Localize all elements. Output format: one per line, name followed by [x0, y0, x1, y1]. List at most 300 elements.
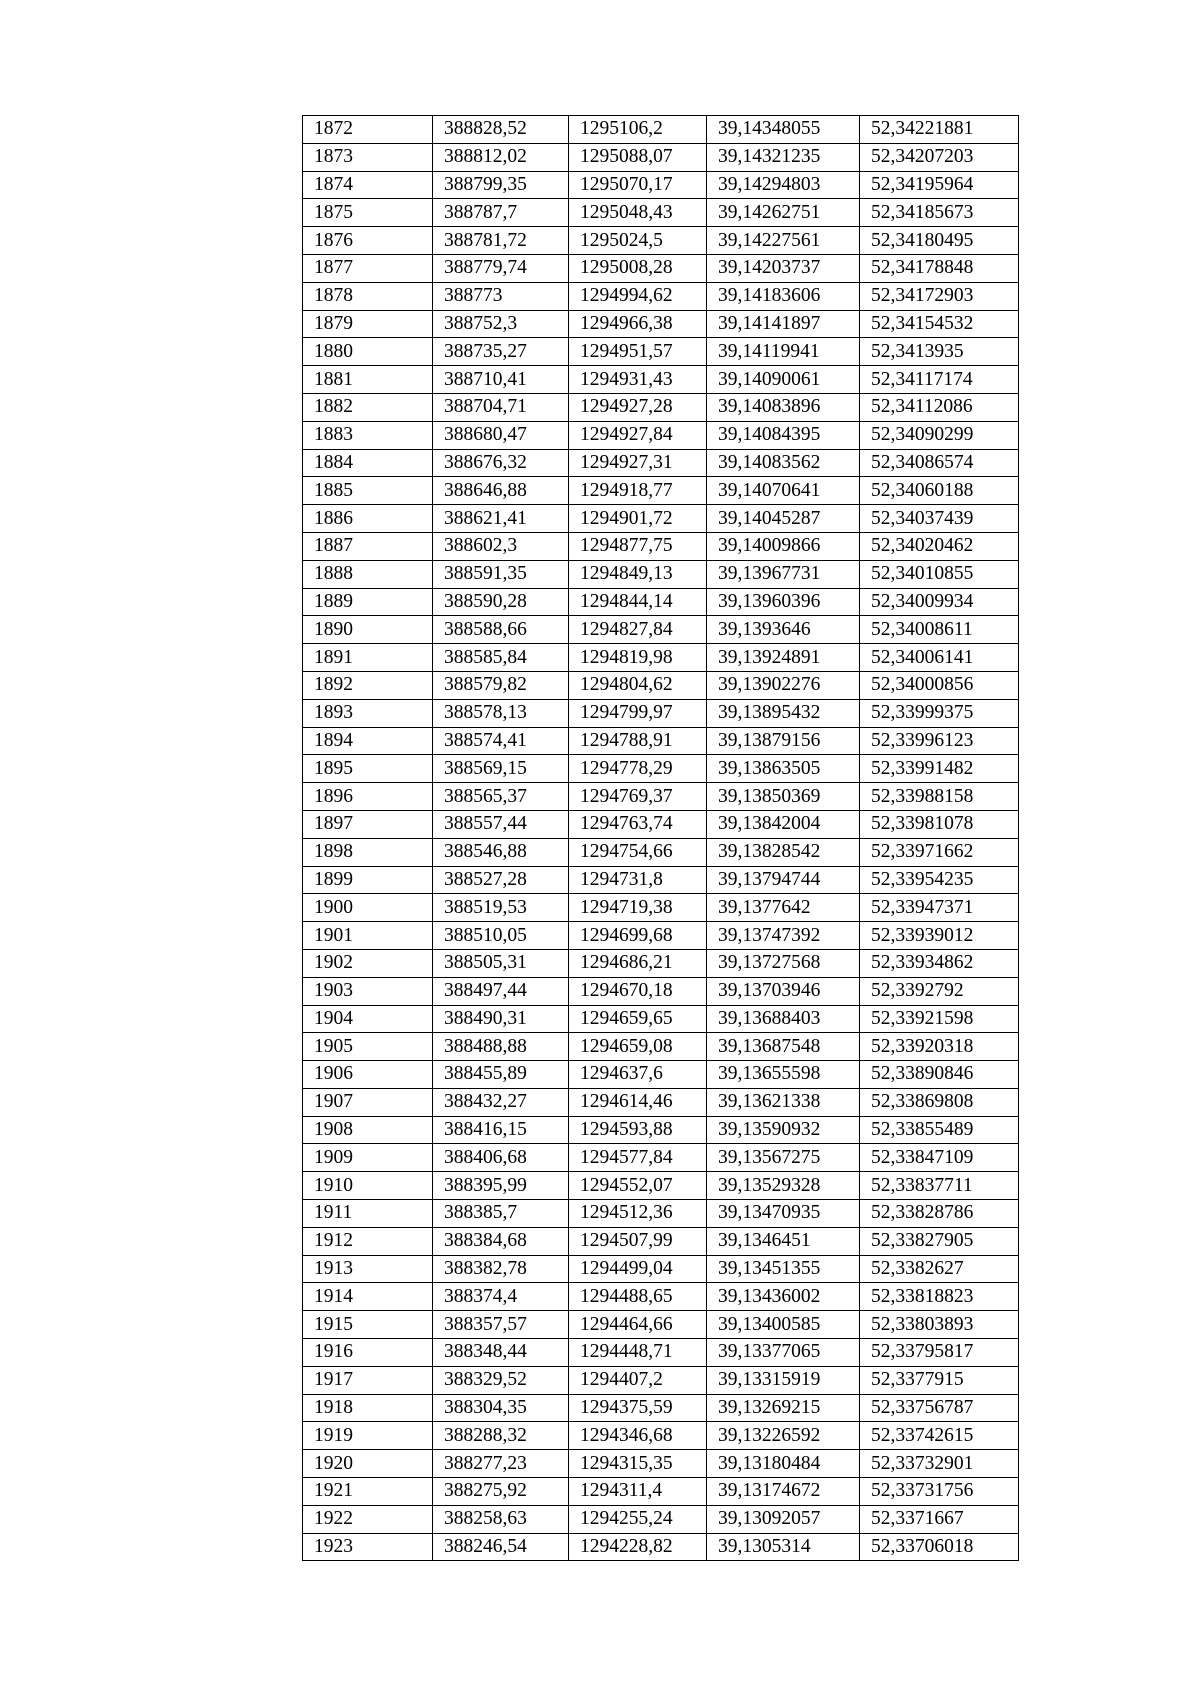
x-coordinate-cell: 388565,37: [433, 783, 569, 811]
longitude-cell: 52,34180495: [860, 227, 1019, 255]
table-row: [303, 755, 1019, 783]
x-coordinate-cell: 388497,44: [433, 977, 569, 1005]
x-coordinate-cell: 388680,47: [433, 421, 569, 449]
point-number-cell: 1890: [303, 616, 433, 644]
latitude-cell: 39,13567275: [707, 1144, 860, 1172]
x-coordinate-cell: 388787,7: [433, 199, 569, 227]
longitude-cell: 52,34010855: [860, 560, 1019, 588]
y-coordinate-cell: 1294951,57: [569, 338, 707, 366]
latitude-cell: 39,14083562: [707, 449, 860, 477]
table-row: [303, 866, 1019, 894]
y-coordinate-cell: 1295070,17: [569, 171, 707, 199]
point-number-cell: 1896: [303, 783, 433, 811]
longitude-cell: 52,3377915: [860, 1366, 1019, 1394]
point-number-cell: 1894: [303, 727, 433, 755]
point-number-cell: 1921: [303, 1478, 433, 1506]
table-row: [303, 1422, 1019, 1450]
longitude-cell: 52,34195964: [860, 171, 1019, 199]
table-row: [303, 199, 1019, 227]
longitude-cell: 52,34008611: [860, 616, 1019, 644]
latitude-cell: 39,14045287: [707, 505, 860, 533]
y-coordinate-cell: 1294375,59: [569, 1394, 707, 1422]
x-coordinate-cell: 388579,82: [433, 671, 569, 699]
point-number-cell: 1906: [303, 1061, 433, 1089]
point-number-cell: 1919: [303, 1422, 433, 1450]
table-row: [303, 1088, 1019, 1116]
y-coordinate-cell: 1295008,28: [569, 254, 707, 282]
y-coordinate-cell: 1294686,21: [569, 949, 707, 977]
longitude-cell: 52,33742615: [860, 1422, 1019, 1450]
table-row: [303, 1172, 1019, 1200]
latitude-cell: 39,13879156: [707, 727, 860, 755]
y-coordinate-cell: 1294799,97: [569, 699, 707, 727]
y-coordinate-cell: 1294827,84: [569, 616, 707, 644]
table-row: [303, 532, 1019, 560]
y-coordinate-cell: 1294754,66: [569, 838, 707, 866]
table-row: [303, 1227, 1019, 1255]
y-coordinate-cell: 1294819,98: [569, 644, 707, 672]
x-coordinate-cell: 388752,3: [433, 310, 569, 338]
table-row: [303, 699, 1019, 727]
longitude-cell: 52,34154532: [860, 310, 1019, 338]
y-coordinate-cell: 1294670,18: [569, 977, 707, 1005]
latitude-cell: 39,13850369: [707, 783, 860, 811]
point-number-cell: 1917: [303, 1366, 433, 1394]
y-coordinate-cell: 1294699,68: [569, 922, 707, 950]
longitude-cell: 52,33988158: [860, 783, 1019, 811]
latitude-cell: 39,14262751: [707, 199, 860, 227]
table-row: [303, 1450, 1019, 1478]
x-coordinate-cell: 388602,3: [433, 532, 569, 560]
latitude-cell: 39,14141897: [707, 310, 860, 338]
point-number-cell: 1876: [303, 227, 433, 255]
longitude-cell: 52,33731756: [860, 1478, 1019, 1506]
longitude-cell: 52,3371667: [860, 1505, 1019, 1533]
x-coordinate-cell: 388527,28: [433, 866, 569, 894]
table-row: [303, 560, 1019, 588]
y-coordinate-cell: 1294448,71: [569, 1339, 707, 1367]
longitude-cell: 52,34112086: [860, 393, 1019, 421]
table-row: [303, 1533, 1019, 1561]
coordinates-table-body: [303, 116, 1019, 1561]
point-number-cell: 1880: [303, 338, 433, 366]
table-row: [303, 1311, 1019, 1339]
latitude-cell: 39,14203737: [707, 254, 860, 282]
longitude-cell: 52,33855489: [860, 1116, 1019, 1144]
x-coordinate-cell: 388357,57: [433, 1311, 569, 1339]
point-number-cell: 1908: [303, 1116, 433, 1144]
latitude-cell: 39,13842004: [707, 810, 860, 838]
table-row: [303, 393, 1019, 421]
table-row: [303, 1283, 1019, 1311]
longitude-cell: 52,33971662: [860, 838, 1019, 866]
table-row: [303, 338, 1019, 366]
x-coordinate-cell: 388277,23: [433, 1450, 569, 1478]
latitude-cell: 39,14119941: [707, 338, 860, 366]
longitude-cell: 52,34000856: [860, 671, 1019, 699]
x-coordinate-cell: 388585,84: [433, 644, 569, 672]
longitude-cell: 52,33827905: [860, 1227, 1019, 1255]
latitude-cell: 39,14227561: [707, 227, 860, 255]
y-coordinate-cell: 1295024,5: [569, 227, 707, 255]
y-coordinate-cell: 1294593,88: [569, 1116, 707, 1144]
latitude-cell: 39,13269215: [707, 1394, 860, 1422]
point-number-cell: 1874: [303, 171, 433, 199]
x-coordinate-cell: 388812,02: [433, 143, 569, 171]
longitude-cell: 52,33756787: [860, 1394, 1019, 1422]
x-coordinate-cell: 388799,35: [433, 171, 569, 199]
y-coordinate-cell: 1294778,29: [569, 755, 707, 783]
point-number-cell: 1898: [303, 838, 433, 866]
x-coordinate-cell: 388374,4: [433, 1283, 569, 1311]
y-coordinate-cell: 1294346,68: [569, 1422, 707, 1450]
y-coordinate-cell: 1294927,31: [569, 449, 707, 477]
longitude-cell: 52,34221881: [860, 116, 1019, 144]
point-number-cell: 1885: [303, 477, 433, 505]
y-coordinate-cell: 1294614,46: [569, 1088, 707, 1116]
latitude-cell: 39,14294803: [707, 171, 860, 199]
table-row: [303, 1144, 1019, 1172]
y-coordinate-cell: 1294931,43: [569, 366, 707, 394]
x-coordinate-cell: 388246,54: [433, 1533, 569, 1561]
latitude-cell: 39,1305314: [707, 1533, 860, 1561]
y-coordinate-cell: 1294255,24: [569, 1505, 707, 1533]
x-coordinate-cell: 388510,05: [433, 922, 569, 950]
point-number-cell: 1914: [303, 1283, 433, 1311]
table-row: [303, 366, 1019, 394]
y-coordinate-cell: 1294769,37: [569, 783, 707, 811]
x-coordinate-cell: 388275,92: [433, 1478, 569, 1506]
latitude-cell: 39,14083896: [707, 393, 860, 421]
latitude-cell: 39,13377065: [707, 1339, 860, 1367]
table-row: [303, 1200, 1019, 1228]
x-coordinate-cell: 388591,35: [433, 560, 569, 588]
x-coordinate-cell: 388432,27: [433, 1088, 569, 1116]
latitude-cell: 39,13902276: [707, 671, 860, 699]
y-coordinate-cell: 1294901,72: [569, 505, 707, 533]
latitude-cell: 39,13688403: [707, 1005, 860, 1033]
latitude-cell: 39,13174672: [707, 1478, 860, 1506]
longitude-cell: 52,3382627: [860, 1255, 1019, 1283]
x-coordinate-cell: 388406,68: [433, 1144, 569, 1172]
x-coordinate-cell: 388569,15: [433, 755, 569, 783]
table-row: [303, 1005, 1019, 1033]
table-row: [303, 1339, 1019, 1367]
longitude-cell: 52,33803893: [860, 1311, 1019, 1339]
longitude-cell: 52,33795817: [860, 1339, 1019, 1367]
point-number-cell: 1891: [303, 644, 433, 672]
point-number-cell: 1889: [303, 588, 433, 616]
table-row: [303, 810, 1019, 838]
y-coordinate-cell: 1294918,77: [569, 477, 707, 505]
y-coordinate-cell: 1294994,62: [569, 282, 707, 310]
table-row: [303, 588, 1019, 616]
latitude-cell: 39,13655598: [707, 1061, 860, 1089]
point-number-cell: 1884: [303, 449, 433, 477]
point-number-cell: 1920: [303, 1450, 433, 1478]
table-row: [303, 505, 1019, 533]
longitude-cell: 52,33837711: [860, 1172, 1019, 1200]
table-row: [303, 1505, 1019, 1533]
point-number-cell: 1912: [303, 1227, 433, 1255]
longitude-cell: 52,33828786: [860, 1200, 1019, 1228]
latitude-cell: 39,13590932: [707, 1116, 860, 1144]
point-number-cell: 1907: [303, 1088, 433, 1116]
y-coordinate-cell: 1294637,6: [569, 1061, 707, 1089]
longitude-cell: 52,33847109: [860, 1144, 1019, 1172]
table-row: [303, 1394, 1019, 1422]
y-coordinate-cell: 1295088,07: [569, 143, 707, 171]
longitude-cell: 52,33920318: [860, 1033, 1019, 1061]
latitude-cell: 39,13529328: [707, 1172, 860, 1200]
y-coordinate-cell: 1294788,91: [569, 727, 707, 755]
x-coordinate-cell: 388382,78: [433, 1255, 569, 1283]
table-row: [303, 227, 1019, 255]
y-coordinate-cell: 1294464,66: [569, 1311, 707, 1339]
table-row: [303, 282, 1019, 310]
table-row: [303, 1366, 1019, 1394]
point-number-cell: 1913: [303, 1255, 433, 1283]
longitude-cell: 52,34117174: [860, 366, 1019, 394]
point-number-cell: 1897: [303, 810, 433, 838]
x-coordinate-cell: 388710,41: [433, 366, 569, 394]
y-coordinate-cell: 1294804,62: [569, 671, 707, 699]
x-coordinate-cell: 388490,31: [433, 1005, 569, 1033]
longitude-cell: 52,33921598: [860, 1005, 1019, 1033]
y-coordinate-cell: 1294927,84: [569, 421, 707, 449]
x-coordinate-cell: 388578,13: [433, 699, 569, 727]
x-coordinate-cell: 388781,72: [433, 227, 569, 255]
y-coordinate-cell: 1294577,84: [569, 1144, 707, 1172]
y-coordinate-cell: 1294731,8: [569, 866, 707, 894]
longitude-cell: 52,33869808: [860, 1088, 1019, 1116]
longitude-cell: 52,33732901: [860, 1450, 1019, 1478]
longitude-cell: 52,33706018: [860, 1533, 1019, 1561]
latitude-cell: 39,13924891: [707, 644, 860, 672]
point-number-cell: 1900: [303, 894, 433, 922]
longitude-cell: 52,33934862: [860, 949, 1019, 977]
latitude-cell: 39,13828542: [707, 838, 860, 866]
latitude-cell: 39,13960396: [707, 588, 860, 616]
y-coordinate-cell: 1294499,04: [569, 1255, 707, 1283]
latitude-cell: 39,14070641: [707, 477, 860, 505]
y-coordinate-cell: 1294659,08: [569, 1033, 707, 1061]
latitude-cell: 39,14009866: [707, 532, 860, 560]
point-number-cell: 1873: [303, 143, 433, 171]
point-number-cell: 1911: [303, 1200, 433, 1228]
y-coordinate-cell: 1294311,4: [569, 1478, 707, 1506]
latitude-cell: 39,13315919: [707, 1366, 860, 1394]
point-number-cell: 1901: [303, 922, 433, 950]
x-coordinate-cell: 388258,63: [433, 1505, 569, 1533]
longitude-cell: 52,34172903: [860, 282, 1019, 310]
coordinates-table: [302, 115, 1019, 1561]
longitude-cell: 52,34207203: [860, 143, 1019, 171]
latitude-cell: 39,13400585: [707, 1311, 860, 1339]
table-row: [303, 644, 1019, 672]
table-row: [303, 1061, 1019, 1089]
y-coordinate-cell: 1294966,38: [569, 310, 707, 338]
point-number-cell: 1875: [303, 199, 433, 227]
table-row: [303, 1478, 1019, 1506]
table-row: [303, 171, 1019, 199]
point-number-cell: 1883: [303, 421, 433, 449]
point-number-cell: 1882: [303, 393, 433, 421]
y-coordinate-cell: 1294407,2: [569, 1366, 707, 1394]
point-number-cell: 1923: [303, 1533, 433, 1561]
point-number-cell: 1892: [303, 671, 433, 699]
point-number-cell: 1904: [303, 1005, 433, 1033]
table-row: [303, 421, 1019, 449]
y-coordinate-cell: 1294552,07: [569, 1172, 707, 1200]
latitude-cell: 39,13687548: [707, 1033, 860, 1061]
latitude-cell: 39,1346451: [707, 1227, 860, 1255]
x-coordinate-cell: 388546,88: [433, 838, 569, 866]
table-row: [303, 894, 1019, 922]
latitude-cell: 39,13967731: [707, 560, 860, 588]
longitude-cell: 52,3413935: [860, 338, 1019, 366]
latitude-cell: 39,1377642: [707, 894, 860, 922]
x-coordinate-cell: 388588,66: [433, 616, 569, 644]
latitude-cell: 39,13180484: [707, 1450, 860, 1478]
point-number-cell: 1915: [303, 1311, 433, 1339]
longitude-cell: 52,33996123: [860, 727, 1019, 755]
x-coordinate-cell: 388304,35: [433, 1394, 569, 1422]
x-coordinate-cell: 388621,41: [433, 505, 569, 533]
point-number-cell: 1916: [303, 1339, 433, 1367]
y-coordinate-cell: 1294512,36: [569, 1200, 707, 1228]
point-number-cell: 1909: [303, 1144, 433, 1172]
point-number-cell: 1881: [303, 366, 433, 394]
point-number-cell: 1878: [303, 282, 433, 310]
x-coordinate-cell: 388395,99: [433, 1172, 569, 1200]
point-number-cell: 1903: [303, 977, 433, 1005]
longitude-cell: 52,33818823: [860, 1283, 1019, 1311]
y-coordinate-cell: 1294659,65: [569, 1005, 707, 1033]
latitude-cell: 39,13794744: [707, 866, 860, 894]
longitude-cell: 52,3392792: [860, 977, 1019, 1005]
longitude-cell: 52,34090299: [860, 421, 1019, 449]
y-coordinate-cell: 1295048,43: [569, 199, 707, 227]
y-coordinate-cell: 1295106,2: [569, 116, 707, 144]
longitude-cell: 52,33991482: [860, 755, 1019, 783]
longitude-cell: 52,34020462: [860, 532, 1019, 560]
x-coordinate-cell: 388704,71: [433, 393, 569, 421]
point-number-cell: 1905: [303, 1033, 433, 1061]
latitude-cell: 39,13727568: [707, 949, 860, 977]
x-coordinate-cell: 388646,88: [433, 477, 569, 505]
y-coordinate-cell: 1294228,82: [569, 1533, 707, 1561]
point-number-cell: 1887: [303, 532, 433, 560]
point-number-cell: 1902: [303, 949, 433, 977]
latitude-cell: 39,14090061: [707, 366, 860, 394]
table-row: [303, 1033, 1019, 1061]
latitude-cell: 39,13436002: [707, 1283, 860, 1311]
longitude-cell: 52,33981078: [860, 810, 1019, 838]
point-number-cell: 1888: [303, 560, 433, 588]
point-number-cell: 1872: [303, 116, 433, 144]
table-row: [303, 143, 1019, 171]
x-coordinate-cell: 388505,31: [433, 949, 569, 977]
point-number-cell: 1893: [303, 699, 433, 727]
table-row: [303, 838, 1019, 866]
longitude-cell: 52,34060188: [860, 477, 1019, 505]
x-coordinate-cell: 388385,7: [433, 1200, 569, 1228]
longitude-cell: 52,34185673: [860, 199, 1019, 227]
table-row: [303, 922, 1019, 950]
latitude-cell: 39,13895432: [707, 699, 860, 727]
latitude-cell: 39,1393646: [707, 616, 860, 644]
y-coordinate-cell: 1294844,14: [569, 588, 707, 616]
latitude-cell: 39,13470935: [707, 1200, 860, 1228]
latitude-cell: 39,13451355: [707, 1255, 860, 1283]
point-number-cell: 1886: [303, 505, 433, 533]
x-coordinate-cell: 388773: [433, 282, 569, 310]
longitude-cell: 52,34006141: [860, 644, 1019, 672]
latitude-cell: 39,13863505: [707, 755, 860, 783]
x-coordinate-cell: 388416,15: [433, 1116, 569, 1144]
y-coordinate-cell: 1294488,65: [569, 1283, 707, 1311]
point-number-cell: 1918: [303, 1394, 433, 1422]
x-coordinate-cell: 388455,89: [433, 1061, 569, 1089]
y-coordinate-cell: 1294877,75: [569, 532, 707, 560]
longitude-cell: 52,33999375: [860, 699, 1019, 727]
longitude-cell: 52,33954235: [860, 866, 1019, 894]
point-number-cell: 1922: [303, 1505, 433, 1533]
table-row: [303, 477, 1019, 505]
table-row: [303, 449, 1019, 477]
x-coordinate-cell: 388348,44: [433, 1339, 569, 1367]
table-row: [303, 949, 1019, 977]
y-coordinate-cell: 1294719,38: [569, 894, 707, 922]
latitude-cell: 39,14183606: [707, 282, 860, 310]
y-coordinate-cell: 1294507,99: [569, 1227, 707, 1255]
table-row: [303, 783, 1019, 811]
x-coordinate-cell: 388384,68: [433, 1227, 569, 1255]
x-coordinate-cell: 388574,41: [433, 727, 569, 755]
x-coordinate-cell: 388779,74: [433, 254, 569, 282]
point-number-cell: 1879: [303, 310, 433, 338]
longitude-cell: 52,34009934: [860, 588, 1019, 616]
x-coordinate-cell: 388590,28: [433, 588, 569, 616]
table-row: [303, 977, 1019, 1005]
latitude-cell: 39,13226592: [707, 1422, 860, 1450]
point-number-cell: 1877: [303, 254, 433, 282]
longitude-cell: 52,34037439: [860, 505, 1019, 533]
x-coordinate-cell: 388735,27: [433, 338, 569, 366]
x-coordinate-cell: 388288,32: [433, 1422, 569, 1450]
longitude-cell: 52,33947371: [860, 894, 1019, 922]
latitude-cell: 39,13747392: [707, 922, 860, 950]
table-row: [303, 1116, 1019, 1144]
latitude-cell: 39,13703946: [707, 977, 860, 1005]
longitude-cell: 52,33890846: [860, 1061, 1019, 1089]
table-row: [303, 310, 1019, 338]
x-coordinate-cell: 388488,88: [433, 1033, 569, 1061]
table-row: [303, 671, 1019, 699]
table-row: [303, 1255, 1019, 1283]
table-row: [303, 116, 1019, 144]
y-coordinate-cell: 1294927,28: [569, 393, 707, 421]
latitude-cell: 39,14321235: [707, 143, 860, 171]
point-number-cell: 1895: [303, 755, 433, 783]
point-number-cell: 1899: [303, 866, 433, 894]
point-number-cell: 1910: [303, 1172, 433, 1200]
x-coordinate-cell: 388329,52: [433, 1366, 569, 1394]
x-coordinate-cell: 388828,52: [433, 116, 569, 144]
x-coordinate-cell: 388557,44: [433, 810, 569, 838]
latitude-cell: 39,13092057: [707, 1505, 860, 1533]
